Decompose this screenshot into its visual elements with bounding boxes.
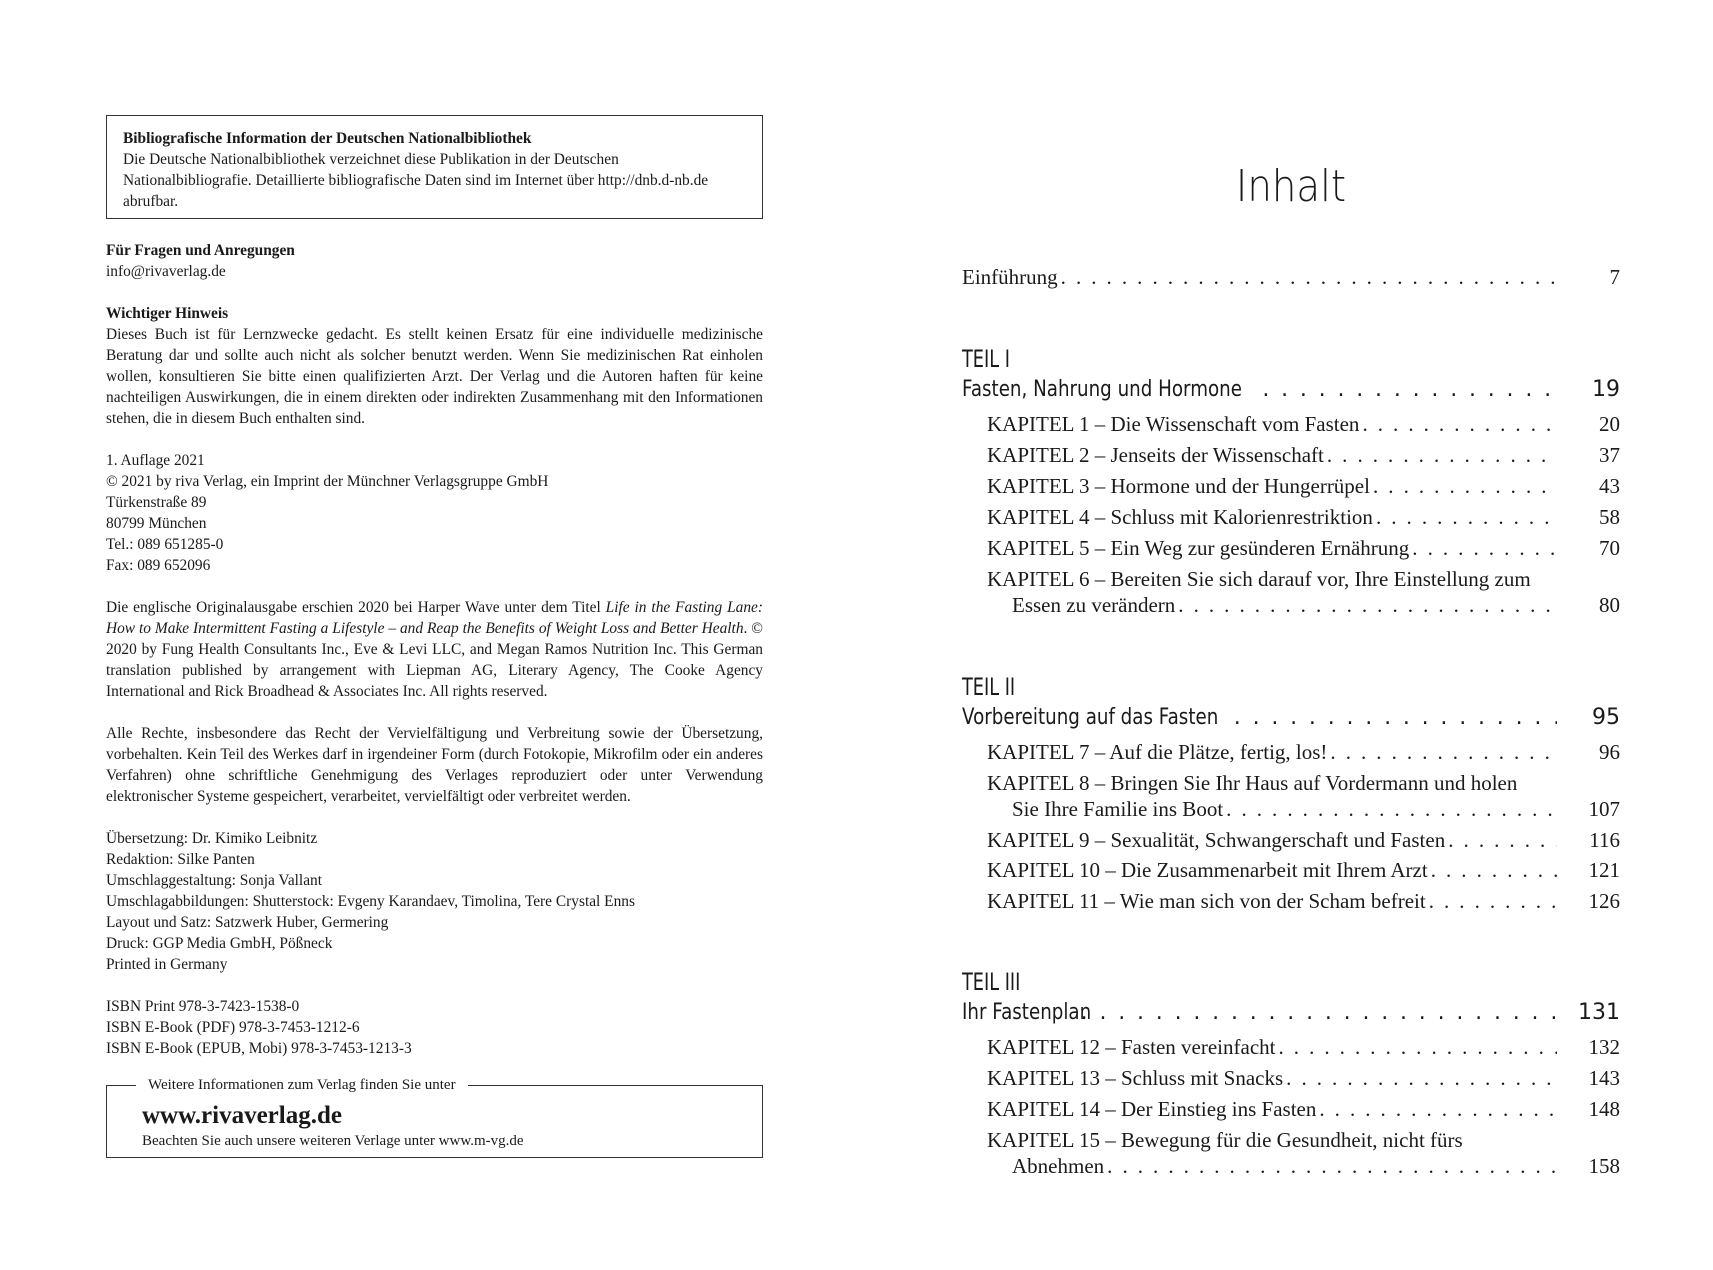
rights-text: Alle Rechte, insbesondere das Recht der Vervielfältigung und Verbreitung sowie der Übersetzung, vorbehalten. Kein Teil des Werkes darf in irgendeiner Form (durch Fotokopie, Mikrofilm oder ein anderes Verfahren) ohne schriftliche Genehmigung des Verlages reproduziert oder unter Verwendung elektronischer Systeme gespeichert, verarbeitet, vervielfältigt oder verbreitet werden.	[106, 725, 763, 805]
dnb-info-title: Bibliografische Information der Deutschen Nationalbibliothek	[123, 130, 532, 147]
toc-chapter-label-cont: Essen zu verändern	[1012, 593, 1176, 617]
imprint-line: Türkenstraße 89	[106, 494, 207, 511]
toc-part-title: Vorbereitung auf das Fasten	[962, 705, 1219, 730]
toc-part-title: Ihr Fastenplan	[962, 1000, 1092, 1025]
toc-chapter-entry	[962, 473, 1620, 500]
toc-chapter-label: KAPITEL 14 – Der Einstieg ins Fasten	[987, 1097, 1317, 1121]
toc-chapter-entry	[962, 535, 1620, 562]
toc-leader-dots	[1431, 857, 1557, 884]
contact-section	[106, 240, 763, 282]
toc-leader-dots	[1327, 442, 1557, 469]
toc-part-entry	[962, 704, 1620, 731]
imprint-line: Tel.: 089 651285-0	[106, 536, 224, 553]
toc-page-number: 148	[1588, 1097, 1620, 1121]
toc-title: Inhalt	[1235, 161, 1347, 212]
credits	[106, 828, 763, 975]
toc-part-label: TEIL I	[962, 345, 1010, 373]
toc-page-number: 131	[1578, 1000, 1620, 1025]
notice-section	[106, 303, 763, 429]
toc-chapter-entry	[962, 857, 1620, 884]
imprint-details	[106, 450, 763, 576]
publisher-url: www.rivaverlag.de	[142, 1102, 342, 1129]
original-title: Life in the Fasting Lane: How to Make Intermittent Fasting a Lifestyle – and Reap the Benefits of Weight Loss and Better Health	[106, 599, 763, 637]
toc-entry-label: Einführung	[962, 265, 1058, 289]
toc-page-number: 107	[1588, 797, 1620, 821]
toc-leader-dots	[1081, 999, 1557, 1026]
toc-leader-dots	[1429, 888, 1557, 915]
toc-page-number: 80	[1599, 593, 1620, 617]
toc-chapter-entry	[962, 1065, 1620, 1092]
toc-chapter-label: KAPITEL 8 – Bringen Sie Ihr Haus auf Vordermann und holen	[987, 771, 1518, 795]
publisher-box	[106, 1077, 763, 1158]
dnb-info-box	[106, 115, 763, 219]
notice-text: Dieses Buch ist für Lernzwecke gedacht. Es stellt keinen Ersatz für eine individuelle medizinische Beratung dar und sollte auch nicht als solcher benutzt werden. Wenn Sie medizinischen Rat einholen wollen, konsultieren Sie bitte einen qualifizierten Arzt. Der Verlag und die Autoren haften für keine nachteiligen Auswirkungen, die in einem direkten oder indirekten Zusammenhang mit den Informationen stehen, die in diesem Buch enthalten sind.	[106, 326, 763, 427]
imprint-line: 1. Auflage 2021	[106, 452, 205, 469]
contact-email: info@rivaverlag.de	[106, 263, 226, 280]
original-text-after: . © 2020 by Fung Health Consultants Inc., Eve & Levi LLC, and Megan Ramos Nutrition Inc. This German translation published by arrangement with Liepman AG, Literary Agency, The Cooke Agency International and Rick Broadhead & Associates Inc. All rights reserved.	[106, 620, 763, 700]
toc-chapter-label: KAPITEL 4 – Schluss mit Kalorienrestriktion	[987, 505, 1373, 529]
toc-page-number: 20	[1599, 412, 1620, 436]
toc-page-number: 19	[1592, 377, 1620, 402]
imprint-line: 80799 München	[106, 515, 207, 532]
toc-page-number: 43	[1599, 474, 1620, 498]
toc-chapter-entry	[962, 888, 1620, 915]
toc-chapter-entry	[962, 739, 1620, 766]
contact-heading: Für Fragen und Anregungen	[106, 242, 295, 259]
toc-leader-dots	[1362, 411, 1557, 438]
toc-page-number: 37	[1599, 443, 1620, 467]
toc-leader-dots	[1061, 264, 1557, 291]
toc-page-number: 158	[1588, 1154, 1620, 1178]
toc-chapter-entry	[962, 411, 1620, 438]
toc-page-number: 121	[1588, 858, 1620, 882]
toc-chapter-label: KAPITEL 10 – Die Zusammenarbeit mit Ihrem Arzt	[987, 858, 1428, 882]
toc-leader-dots	[1178, 592, 1557, 619]
toc-chapter-label: KAPITEL 1 – Die Wissenschaft vom Fasten	[987, 412, 1360, 436]
toc-page-number: 126	[1588, 889, 1620, 913]
toc-leader-dots	[1373, 473, 1557, 500]
toc-chapter-label: KAPITEL 5 – Ein Weg zur gesünderen Ernährung	[987, 536, 1410, 560]
toc-chapter-label: KAPITEL 15 – Bewegung für die Gesundheit, nicht fürs	[987, 1128, 1463, 1152]
toc-leader-dots	[1412, 535, 1557, 562]
toc-leader-dots	[1330, 739, 1557, 766]
toc-page-number: 116	[1589, 828, 1620, 852]
publisher-note: Beachten Sie auch unsere weiteren Verlage unter www.m-vg.de	[142, 1133, 524, 1149]
toc-page-number: 95	[1592, 705, 1620, 730]
toc-chapter-label: KAPITEL 12 – Fasten vereinfacht	[987, 1035, 1276, 1059]
isbn-line: ISBN Print 978-3-7423-1538-0	[106, 998, 300, 1015]
credit-line: Übersetzung: Dr. Kimiko Leibnitz	[106, 830, 318, 847]
toc-chapter-entry	[962, 592, 1620, 619]
toc-leader-dots	[1226, 796, 1557, 823]
toc-page-number: 58	[1599, 505, 1620, 529]
notice-heading: Wichtiger Hinweis	[106, 305, 229, 322]
toc-chapter-label: KAPITEL 2 – Jenseits der Wissenschaft	[987, 443, 1324, 467]
toc-page-number: 143	[1588, 1066, 1620, 1090]
toc-leader-dots	[1448, 827, 1557, 854]
toc-chapter-label: KAPITEL 7 – Auf die Plätze, fertig, los!	[987, 740, 1328, 764]
toc-chapter-entry	[962, 504, 1620, 531]
toc-page-number: 70	[1599, 536, 1620, 560]
toc-part-entry	[962, 376, 1620, 403]
credit-line: Layout und Satz: Satzwerk Huber, Germering	[106, 914, 389, 931]
toc-chapter-entry	[962, 1096, 1620, 1123]
toc-chapter-entry	[962, 1153, 1620, 1180]
toc-chapter-entry	[962, 442, 1620, 469]
dnb-info-text: Die Deutsche Nationalbibliothek verzeichnet diese Publikation in der Deutschen Nationalbibliografie. Detaillierte bibliografische Daten sind im Internet über http://dnb.d-nb.de abrufbar.	[123, 151, 709, 210]
toc-leader-dots	[1278, 1034, 1557, 1061]
toc-leader-dots	[1234, 704, 1557, 731]
toc-leader-dots	[1107, 1153, 1557, 1180]
toc-leader-dots	[1376, 504, 1557, 531]
original-text-before: Die englische Originalausgabe erschien 2020 bei Harper Wave unter dem Titel	[106, 599, 606, 616]
isbn-line: ISBN E-Book (EPUB, Mobi) 978-3-7453-1213-3	[106, 1040, 412, 1057]
toc-chapter-entry	[962, 796, 1620, 823]
isbn-line: ISBN E-Book (PDF) 978-3-7453-1212-6	[106, 1019, 360, 1036]
imprint-line: Fax: 089 652096	[106, 557, 211, 574]
toc-chapter-label: KAPITEL 9 – Sexualität, Schwangerschaft und Fasten	[987, 828, 1446, 852]
toc-chapter-label: KAPITEL 3 – Hormone und der Hungerrüpel	[987, 474, 1370, 498]
toc-part-label: TEIL III	[962, 968, 1021, 996]
toc-chapter-label: KAPITEL 13 – Schluss mit Snacks	[987, 1066, 1284, 1090]
credit-line: Printed in Germany	[106, 956, 228, 973]
imprint-page	[106, 115, 763, 1158]
isbn-list	[106, 996, 763, 1059]
toc-chapter-entry	[962, 1034, 1620, 1061]
toc-chapter-label-cont: Abnehmen	[1012, 1154, 1105, 1178]
toc-part-label: TEIL II	[962, 673, 1016, 701]
credit-line: Umschlaggestaltung: Sonja Vallant	[106, 872, 323, 889]
credit-line: Umschlagabbildungen: Shutterstock: Evgeny Karandaev, Timolina, Tere Crystal Enns	[106, 893, 635, 910]
toc-chapter-label-cont: Sie Ihre Familie ins Boot	[1012, 797, 1224, 821]
toc-chapter-label: KAPITEL 11 – Wie man sich von der Scham befreit	[987, 889, 1426, 913]
credit-line: Redaktion: Silke Panten	[106, 851, 255, 868]
original-edition-text	[106, 597, 763, 702]
toc-leader-dots	[1262, 376, 1557, 403]
toc-entry-intro	[962, 264, 1620, 291]
publisher-box-legend: Weitere Informationen zum Verlag finden Sie unter	[136, 1075, 468, 1095]
toc-chapter-label: KAPITEL 6 – Bereiten Sie sich darauf vor, Ihre Einstellung zum	[987, 567, 1531, 591]
toc-leader-dots	[1319, 1096, 1557, 1123]
toc-part-entry	[962, 999, 1620, 1026]
toc-page-number: 96	[1599, 740, 1620, 764]
toc-page-number: 132	[1588, 1035, 1620, 1059]
toc-leader-dots	[1286, 1065, 1557, 1092]
toc-chapter-entry	[962, 827, 1620, 854]
credit-line: Druck: GGP Media GmbH, Pößneck	[106, 935, 333, 952]
toc-page-number: 7	[1609, 265, 1620, 289]
imprint-line: © 2021 by riva Verlag, ein Imprint der Münchner Verlagsgruppe GmbH	[106, 473, 549, 490]
toc-part-title: Fasten, Nahrung und Hormone	[962, 377, 1242, 402]
